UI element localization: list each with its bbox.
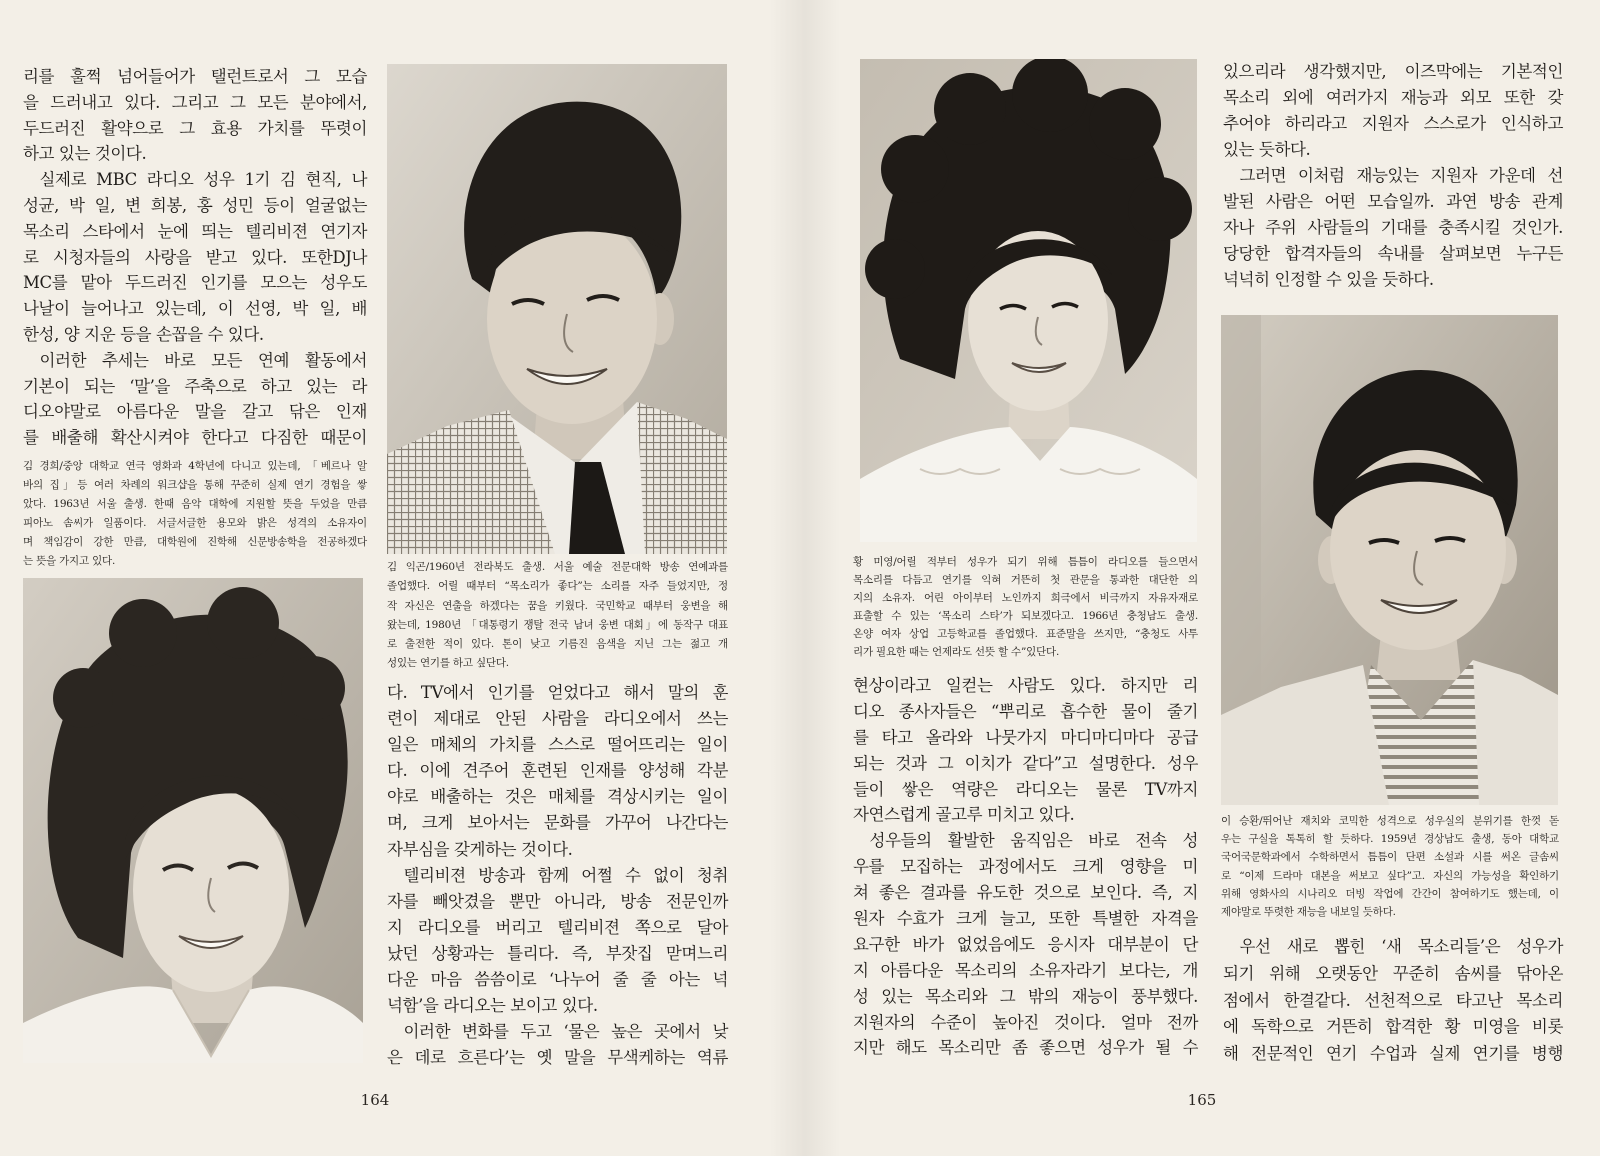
- caption-line: 지의 소유자. 어린 아이부터 노인까지 희극에서 비극까지 자유자재로: [853, 592, 1198, 604]
- caption-line: 았다. 1963년 서울 출생. 한때 음악 대학에 지원할 뜻을 두었을 만큼: [23, 498, 367, 510]
- text-line: 있으리라 생각했지만, 이즈막에는 기본적인: [1223, 62, 1563, 81]
- text-line: 지원자의 수준이 높아진 것이다. 얼마 전까: [853, 1012, 1198, 1032]
- text-line: 일은 매체의 가치를 스스로 떨어뜨리는 일이: [387, 735, 728, 755]
- text-line: 우선 새로 뽑힌 ‘새 목소리들’은 성우가: [1239, 937, 1563, 956]
- photo-lee-seunghwan: [1221, 315, 1558, 805]
- text-line: 야로 배출하는 것은 매체를 격상시키는 일이: [387, 787, 728, 807]
- text-line: 성우들의 활발한 움직임은 바로 전속 성: [869, 831, 1198, 851]
- text-line: 들이 쌓은 역량은 라디오는 물론 TV까지: [853, 779, 1198, 799]
- page-number-left: 164: [360, 1091, 390, 1109]
- caption-line: 김 익곤/1960년 전라북도 출생. 서울 예술 전문대학 방송 연예과를: [387, 561, 728, 573]
- caption-line: 우는 구실을 톡톡히 할 듯하다. 1959년 경상남도 출생, 동아 대학교: [1221, 833, 1559, 846]
- text-line: 쳐 좋은 결과를 유도한 것으로 보인다. 즉, 지: [853, 883, 1198, 903]
- text-line: 넉함’을 라디오는 보이고 있다.: [387, 996, 598, 1016]
- caption-line: 국어국문학과에서 수학하면서 틈틈이 단편 소설과 시를 써온 글솜씨: [1221, 851, 1559, 864]
- caption-line: 성있는 연기를 하고 싶단다.: [387, 657, 509, 670]
- right-page-text-column-bottom: [1223, 934, 1563, 1068]
- text-line: 되는 것과 그 이치가 같다”고 설명한다. 성우: [853, 753, 1198, 773]
- text-line: 을 드러내고 있다. 그리고 그 모든 분야에서,: [23, 92, 367, 112]
- caption-line: 왔는데, 1980년 「대통령기 쟁탈 전국 남녀 웅변 대회」에 동작구 대표: [387, 618, 728, 631]
- left-page-text-column-top: [23, 64, 367, 451]
- photo-kim-gyeonghui: [23, 578, 363, 1063]
- text-line: 우를 모집하는 과정에서도 크게 영향을 미: [853, 857, 1198, 877]
- text-line: 목소리 스타에서 눈에 띄는 텔리비젼 연기자: [23, 221, 367, 241]
- caption-kim-gyeonghui: [23, 457, 367, 571]
- caption-line: 황 미영/어릴 적부터 성우가 되기 위해 틈틈이 라디오를 들으면서: [853, 556, 1198, 568]
- text-line: 추어야 하리라고 지원자 스스로가 인식하고: [1223, 114, 1563, 133]
- caption-line: 졸업했다. 어릴 때부터 “목소리가 좋다”는 소리를 자주 들었지만, 정: [387, 580, 728, 593]
- text-line: 자부심을 갖게하는 것이다.: [387, 839, 573, 859]
- text-line: 현상이라고 일컫는 사람도 있다. 하지만 리: [853, 676, 1198, 695]
- text-line: 다운 마음 씀씀이로 ‘나누어 줄 줄 아는 넉: [387, 970, 728, 990]
- caption-kim-ikgon: [387, 558, 728, 674]
- text-line: 당당한 합격자들의 속내를 살펴보면 누구든: [1223, 244, 1563, 263]
- text-line: 를 배출해 확산시켜야 한다고 다짐한 때문이: [23, 428, 367, 448]
- caption-line: 이 승환/뛰어난 재치와 코믹한 성격으로 성우실의 분위기를 한껏 돋: [1221, 815, 1559, 827]
- text-line: 에 독학으로 거뜬히 합격한 황 미영을 비롯: [1223, 1017, 1563, 1037]
- text-line: 그러면 이처럼 재능있는 지원자 가운데 선: [1239, 166, 1563, 185]
- caption-line: 는 뜻을 가지고 있다.: [23, 555, 116, 567]
- text-line: 며, 크게 보아서는 문화를 가꾸어 나간다는: [387, 813, 728, 833]
- text-line: 로 시청자들의 사랑을 받고 있다. 또한DJ나: [23, 247, 367, 267]
- text-line: MC를 맡아 두드러진 인기를 모으는 성우도: [23, 273, 367, 293]
- caption-line: 김 경희/중앙 대학교 연극 영화과 4학년에 다니고 있는데, 「베르나 알: [23, 460, 367, 472]
- caption-lee-seunghwan: [1221, 812, 1559, 921]
- text-line: 실제로 MBC 라디오 성우 1기 김 현직, 나: [39, 170, 367, 190]
- caption-line: 위해 영화사의 시나리오 더빙 작업에 간간이 참여하기도 했는데, 이: [1221, 887, 1559, 900]
- text-line: 두드러진 활약으로 그 효용 가치를 뚜렷이: [23, 118, 367, 138]
- text-line: 나날이 늘어나고 있는데, 이 선영, 박 일, 배: [23, 299, 367, 319]
- portrait-man-illustration: [387, 64, 727, 554]
- text-line: 자나 주위 사람들의 기대를 충족시킬 것인가.: [1223, 218, 1563, 237]
- text-line: 리를 훌쩍 넘어들어가 탤런트로서 그 모습: [23, 67, 367, 86]
- caption-line: 로 “이제 드라마 대본을 써보고 싶다”고. 자신의 가능성을 확인하기: [1221, 869, 1559, 882]
- text-line: 를 타고 올라와 나뭇가지 마디마디마다 공급: [853, 727, 1198, 747]
- text-line: 났던 상황과는 틀리다. 즉, 부잣집 맏며느리: [387, 943, 728, 963]
- caption-line: 작 자신은 연출을 하겠다는 꿈을 키웠다. 국민학교 때부터 웅변을 해: [387, 599, 728, 612]
- left-page-text-column-bottom: [387, 680, 728, 1071]
- text-line: 되기 위해 오랫동안 꾸준히 솜씨를 닦아온: [1223, 963, 1563, 983]
- page-gutter-shadow: [770, 0, 840, 1156]
- portrait-woman-illustration: [23, 578, 363, 1063]
- text-line: 점에서 한결같다. 선천적으로 타고난 목소리: [1223, 990, 1563, 1010]
- text-line: 다. TV에서 인기를 얻었다고 해서 말의 훈: [387, 683, 728, 702]
- text-line: 원자 수효가 크게 늘고, 또한 특별한 자격을: [853, 909, 1198, 929]
- caption-line: 리가 필요한 때는 언제라도 선뜻 할 수”있단다.: [853, 646, 1060, 658]
- text-line: 은 데로 흐른다’는 옛 말을 무색케하는 역류: [387, 1048, 728, 1068]
- text-line: 발된 사람은 어떤 모습일까. 과연 방송 관계: [1223, 192, 1563, 211]
- caption-line: 표출할 수 있는 ‘목소리 스타’가 되보겠다고. 1966년 충청남도 출생.: [853, 610, 1198, 622]
- caption-line: 피아노 솜씨가 일품이다. 서글서글한 용모와 밝은 성격의 소유자이: [23, 517, 367, 529]
- photo-kim-ikgon: [387, 64, 727, 554]
- text-line: 디오야말로 아름다운 말을 갈고 닦은 인재: [23, 402, 367, 422]
- text-line: 다. 이에 견주어 훈련된 인재를 양성해 각분: [387, 761, 728, 781]
- right-page-text-column-top: [1223, 59, 1563, 293]
- text-line: 요구한 바가 없었음에도 응시자 대부분이 단: [853, 934, 1198, 954]
- text-line: 하고 있는 것이다.: [23, 144, 147, 164]
- text-line: 디오 종사자들은 “뿌리로 흡수한 물이 줄기: [853, 701, 1198, 721]
- page-number-right: 165: [1187, 1091, 1217, 1109]
- text-line: 련이 제대로 안된 사람을 라디오에서 쓰는: [387, 709, 728, 729]
- text-line: 넉넉히 인정할 수 있을 듯하다.: [1223, 270, 1434, 289]
- caption-line: 온양 여자 상업 고등학교를 졸업했다. 표준말을 쓰지만, “충청도 사투: [853, 628, 1198, 640]
- photo-hwang-miyeong: [860, 59, 1197, 542]
- text-line: 해 전문적인 연기 수업과 실제 연기를 병행: [1223, 1044, 1563, 1064]
- text-line: 성균, 박 일, 변 희봉, 홍 성민 등이 얼굴없는: [23, 195, 367, 215]
- text-line: 한성, 양 지운 등을 손꼽을 수 있다.: [23, 324, 264, 344]
- text-line: 자연스럽게 골고루 미치고 있다.: [853, 805, 1075, 825]
- text-line: 이러한 변화를 두고 ‘물은 높은 곳에서 낮: [403, 1022, 728, 1042]
- text-line: 텔리비젼 방송과 함께 어쩔 수 없이 청취: [403, 865, 728, 885]
- portrait-woman-illustration: [860, 59, 1197, 542]
- text-line: 지 라디오를 버리고 텔리비젼 쪽으로 달아: [387, 917, 728, 937]
- text-line: 목소리 외에 여러가지 재능과 외모 또한 갖: [1223, 88, 1563, 107]
- text-line: 성 있는 목소리와 그 밖의 재능이 풍부했다.: [853, 986, 1198, 1006]
- caption-line: 며 책임감이 강한 만큼, 대학원에 진학해 신문방송학을 전공하겠다: [23, 536, 367, 548]
- text-line: 이러한 추세는 바로 모든 연예 활동에서: [39, 350, 367, 370]
- right-page-text-column-middle: [853, 673, 1198, 1061]
- caption-line: 로 출전한 적이 있다. 톤이 낮고 기름진 음색을 지닌 그는 젊고 개: [387, 638, 728, 651]
- portrait-man-illustration: [1221, 315, 1558, 805]
- text-line: 지만 해도 목소리만 좀 좋으면 성우가 될 수: [853, 1038, 1198, 1058]
- text-line: 자를 빼앗겼을 뿐만 아니라, 방송 전문인까: [387, 891, 728, 911]
- caption-line: 목소리를 다듬고 연기를 익혀 거뜬히 첫 관문을 통과한 대단한 의: [853, 574, 1198, 586]
- text-line: 지 아름다운 목소리의 소유자라기 보다는, 개: [853, 960, 1198, 980]
- caption-line: 제야말로 뚜렷한 재능을 내보일 듯하다.: [1221, 905, 1396, 918]
- caption-line: 바의 집」등 여러 차례의 워크샵을 통해 꾸준히 실제 연기 경험을 쌓: [23, 479, 367, 491]
- caption-hwang-miyeong: [853, 553, 1198, 661]
- text-line: 기본이 되는 ‘말’을 주축으로 하고 있는 라: [23, 376, 367, 396]
- text-line: 있는 듯하다.: [1223, 140, 1311, 159]
